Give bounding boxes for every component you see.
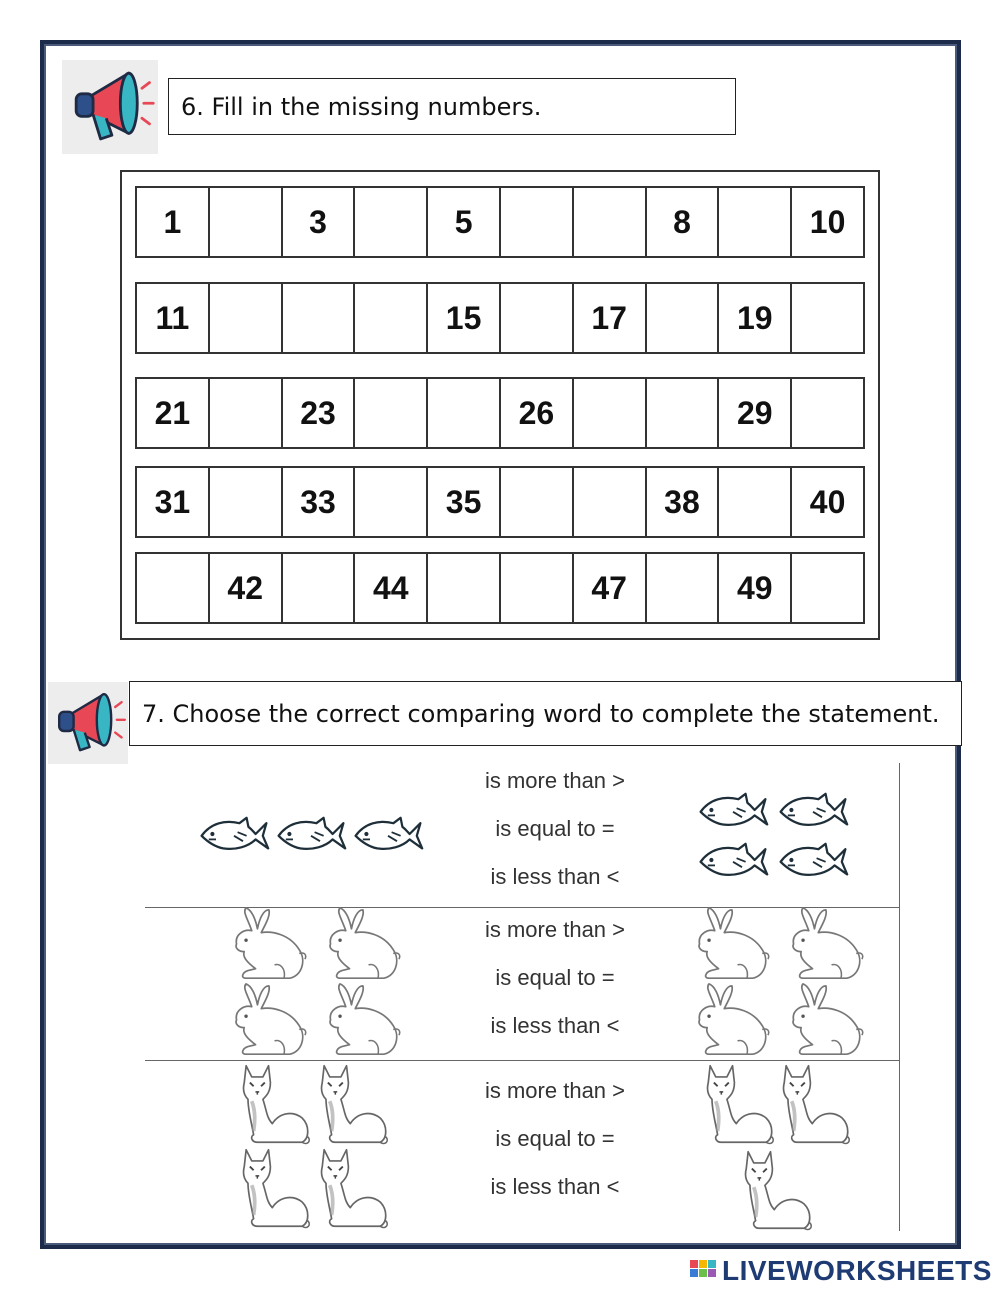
blank-cell[interactable] xyxy=(719,188,792,256)
number-cell: 3 xyxy=(283,188,356,256)
blank-cell[interactable] xyxy=(210,379,283,447)
number-cell: 26 xyxy=(501,379,574,447)
fish-icon xyxy=(777,788,849,832)
cat-icon xyxy=(702,1062,778,1146)
blank-cell[interactable] xyxy=(719,468,792,536)
number-cell: 40 xyxy=(809,483,846,520)
blank-cell[interactable] xyxy=(501,284,574,352)
number-cell: 21 xyxy=(137,379,210,447)
blank-cell[interactable] xyxy=(792,379,863,447)
fish-group-right xyxy=(697,788,852,884)
number-cell: 10 xyxy=(809,203,846,240)
number-cell: 1 xyxy=(137,188,210,256)
grid-row xyxy=(135,282,865,354)
grid-row xyxy=(135,186,865,258)
rabbit-icon xyxy=(220,906,312,982)
blank-cell[interactable] xyxy=(647,379,720,447)
cat-icon xyxy=(238,1146,314,1230)
rabbit-icon xyxy=(683,982,775,1058)
cat-group-right xyxy=(702,1062,862,1232)
missing-number-input[interactable] xyxy=(432,383,499,445)
blank-cell[interactable] xyxy=(501,468,574,536)
cat-icon xyxy=(316,1146,392,1230)
number-cell: 11 xyxy=(137,284,210,352)
fish-icon xyxy=(275,812,347,856)
number-cell: 15 xyxy=(428,284,501,352)
option-more-than[interactable]: is more than > xyxy=(484,1078,625,1103)
missing-number-input[interactable] xyxy=(796,558,863,620)
logo-icon xyxy=(690,1258,718,1284)
option-equal-to[interactable]: is equal to = xyxy=(495,816,615,841)
rabbit-icon xyxy=(777,982,869,1058)
number-cell: 35 xyxy=(428,468,501,536)
question-7-text: 7. Choose the correct comparing word to complete the statement. xyxy=(142,699,940,728)
missing-number-input[interactable] xyxy=(359,383,426,445)
number-cell: 8 xyxy=(647,188,720,256)
rabbit-icon xyxy=(777,906,869,982)
missing-number-input[interactable] xyxy=(723,192,790,254)
missing-number-input[interactable] xyxy=(651,558,718,620)
missing-number-input[interactable] xyxy=(578,472,645,534)
blank-cell[interactable] xyxy=(210,188,283,256)
option-less-than[interactable]: is less than < xyxy=(490,1174,620,1199)
grid-row xyxy=(135,552,865,624)
megaphone-icon xyxy=(62,60,158,154)
blank-cell[interactable] xyxy=(210,468,283,536)
rabbit-icon xyxy=(683,906,775,982)
grid-row xyxy=(135,466,865,538)
missing-number-input[interactable] xyxy=(214,288,281,350)
blank-cell[interactable] xyxy=(574,379,647,447)
missing-number-input[interactable] xyxy=(796,383,863,445)
grid-row xyxy=(135,377,865,449)
missing-number-input[interactable] xyxy=(432,558,499,620)
fish-icon xyxy=(352,812,424,856)
number-cell: 33 xyxy=(283,468,356,536)
logo-text: LIVEWORKSHEETS xyxy=(722,1255,992,1286)
blank-cell[interactable] xyxy=(355,379,428,447)
blank-cell[interactable] xyxy=(283,554,356,622)
blank-cell[interactable] xyxy=(501,188,574,256)
fish-group-left xyxy=(198,812,428,860)
number-cell: 42 xyxy=(210,554,283,622)
missing-number-input[interactable] xyxy=(723,472,790,534)
rabbit-icon xyxy=(314,906,406,982)
option-more-than[interactable]: is more than > xyxy=(484,917,625,942)
fish-icon xyxy=(777,838,849,882)
cat-icon xyxy=(778,1062,854,1146)
blank-cell[interactable] xyxy=(355,284,428,352)
cat-group-left xyxy=(238,1062,398,1232)
blank-cell[interactable] xyxy=(574,188,647,256)
option-more-than[interactable]: is more than > xyxy=(484,768,625,793)
question-6-text: 6. Fill in the missing numbers. xyxy=(181,92,542,121)
blank-cell[interactable] xyxy=(792,554,863,622)
blank-cell[interactable] xyxy=(428,554,501,622)
number-cell: 17 xyxy=(574,284,647,352)
number-cell: 44 xyxy=(355,554,428,622)
number-cell: 47 xyxy=(574,554,647,622)
number-cell: 23 xyxy=(283,379,356,447)
question-6-title xyxy=(168,78,736,135)
missing-number-input[interactable] xyxy=(359,192,426,254)
missing-number-input[interactable] xyxy=(359,288,426,350)
blank-cell[interactable] xyxy=(283,284,356,352)
question-7-title xyxy=(129,681,962,746)
cat-icon xyxy=(238,1062,314,1146)
cat-icon xyxy=(740,1148,816,1232)
blank-cell[interactable] xyxy=(137,554,210,622)
missing-number-input[interactable] xyxy=(214,192,281,254)
missing-number-input[interactable] xyxy=(505,288,572,350)
number-cell: 19 xyxy=(719,284,792,352)
blank-cell[interactable] xyxy=(210,284,283,352)
fish-icon xyxy=(697,788,769,832)
missing-number-input[interactable] xyxy=(796,288,863,350)
rabbit-icon xyxy=(314,982,406,1058)
missing-number-input[interactable] xyxy=(214,472,281,534)
option-equal-to[interactable]: is equal to = xyxy=(495,965,615,990)
option-less-than[interactable]: is less than < xyxy=(490,1013,620,1038)
blank-cell[interactable] xyxy=(355,188,428,256)
blank-cell[interactable] xyxy=(428,379,501,447)
missing-number-input[interactable] xyxy=(287,558,354,620)
rabbit-icon xyxy=(220,982,312,1058)
number-cell: 29 xyxy=(719,379,792,447)
number-cell: 38 xyxy=(647,468,720,536)
missing-number-input[interactable] xyxy=(141,558,208,620)
fish-icon xyxy=(198,812,270,856)
missing-number-input[interactable] xyxy=(651,383,718,445)
number-cell: 5 xyxy=(428,188,501,256)
megaphone-icon xyxy=(48,682,128,764)
row-divider xyxy=(145,1060,900,1061)
blank-cell[interactable] xyxy=(647,554,720,622)
option-less-than[interactable]: is less than < xyxy=(490,864,620,889)
option-equal-to[interactable]: is equal to = xyxy=(495,1126,615,1151)
missing-number-input[interactable] xyxy=(214,383,281,445)
missing-number-input[interactable] xyxy=(359,472,426,534)
missing-number-input[interactable] xyxy=(505,192,572,254)
fish-icon xyxy=(697,838,769,882)
blank-cell[interactable] xyxy=(501,554,574,622)
missing-number-input[interactable] xyxy=(578,383,645,445)
cat-icon xyxy=(316,1062,392,1146)
missing-number-input[interactable] xyxy=(505,558,572,620)
blank-cell[interactable] xyxy=(647,284,720,352)
missing-number-input[interactable] xyxy=(287,288,354,350)
number-cell: 49 xyxy=(719,554,792,622)
number-cell: 31 xyxy=(137,468,210,536)
rabbit-group-right xyxy=(683,906,873,1058)
blank-cell[interactable] xyxy=(792,284,863,352)
blank-cell[interactable] xyxy=(574,468,647,536)
missing-number-input[interactable] xyxy=(651,288,718,350)
blank-cell[interactable] xyxy=(355,468,428,536)
rabbit-group-left xyxy=(220,906,410,1058)
missing-number-input[interactable] xyxy=(505,472,572,534)
liveworksheets-logo xyxy=(690,1256,992,1286)
missing-number-input[interactable] xyxy=(578,192,645,254)
